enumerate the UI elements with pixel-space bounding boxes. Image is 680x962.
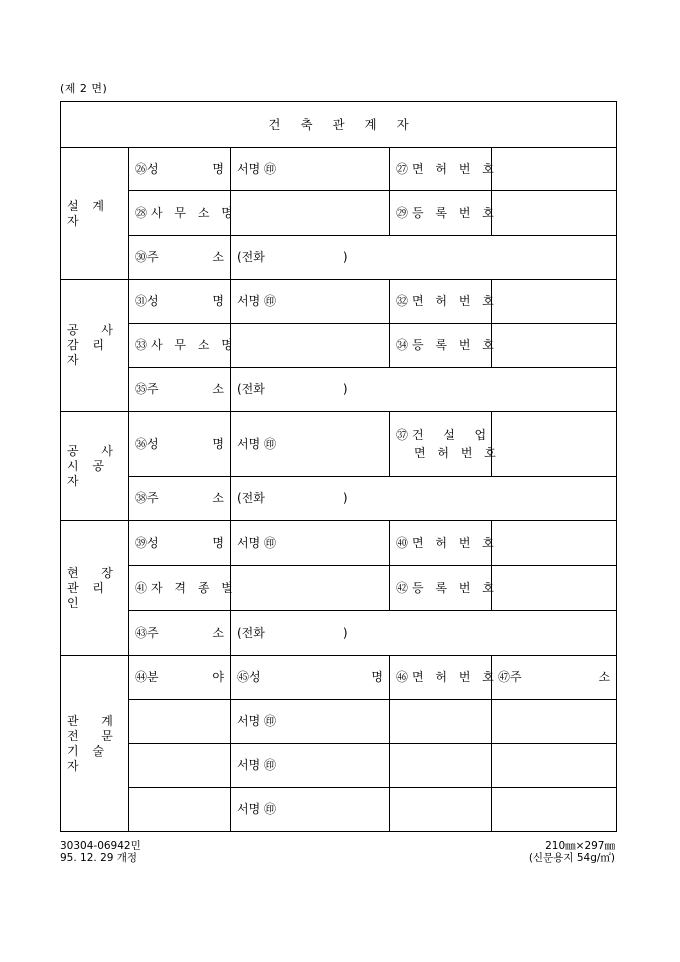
constructor-address-field[interactable]: (전화 ) [231, 477, 617, 521]
experts-name-label: ㊺성 명 [231, 656, 390, 700]
expert-row [61, 700, 617, 744]
supervisor-name-field[interactable] [231, 280, 390, 324]
paper-type: (신문용지 54g/㎡) [528, 852, 615, 864]
site-manager-name-field[interactable] [231, 521, 390, 566]
expert-row [61, 788, 617, 832]
designer-office-row [61, 191, 617, 236]
supervisor-office-row [61, 324, 617, 368]
site-manager-qual-label: ㊶자 격 종 별 [129, 566, 231, 611]
expert-row [61, 744, 617, 788]
constructor-license-label: ㊲건 설 업 면 허 번 호 [390, 412, 492, 477]
constructor-section-label: 공 사 시 공 자 [61, 412, 129, 521]
site-manager-license-field[interactable] [492, 521, 617, 566]
expert-signature: 서명 ㊞ [237, 802, 276, 816]
designer-signature: 서명 ㊞ [237, 161, 276, 176]
site-manager-signature: 서명 ㊞ [237, 535, 276, 550]
expert-signature: 서명 ㊞ [237, 758, 276, 772]
designer-office-field[interactable] [231, 191, 390, 236]
expert-field-cell[interactable] [129, 788, 231, 832]
supervisor-address-label: ㉟주 소 [129, 368, 231, 412]
building-parties-form [60, 101, 617, 832]
supervisor-license-field[interactable] [492, 280, 617, 324]
supervisor-office-label: ㉝사 무 소 명 [129, 324, 231, 368]
expert-address-cell[interactable] [492, 744, 617, 788]
page-label: (제 2 면) [60, 82, 108, 95]
site-manager-qual-field[interactable] [231, 566, 390, 611]
expert-license-cell[interactable] [390, 788, 492, 832]
supervisor-reg-label: ㉞등 록 번 호 [390, 324, 492, 368]
expert-license-cell[interactable] [390, 700, 492, 744]
supervisor-section-label: 공 사 감 리 자 [61, 280, 129, 412]
supervisor-address-field[interactable]: (전화 ) [231, 368, 617, 412]
site-manager-address-field[interactable]: (전화 ) [231, 611, 617, 656]
designer-name-row [61, 148, 617, 191]
expert-signature: 서명 ㊞ [237, 714, 276, 728]
form-title-row [61, 102, 617, 148]
constructor-address-label: ㊳주 소 [129, 477, 231, 521]
paper-size: 210㎜×297㎜ [545, 840, 615, 852]
expert-license-cell[interactable] [390, 744, 492, 788]
experts-header-row [61, 656, 617, 700]
experts-field-label: ㊹분 야 [129, 656, 231, 700]
expert-field-cell[interactable] [129, 744, 231, 788]
expert-field-cell[interactable] [129, 700, 231, 744]
footer-left [60, 840, 141, 864]
form-title: 건 축 관 계 자 [61, 102, 617, 148]
expert-name-cell[interactable] [231, 700, 390, 744]
constructor-signature: 서명 ㊞ [237, 436, 276, 451]
designer-address-label: ㉚주 소 [129, 236, 231, 280]
site-manager-qual-row [61, 566, 617, 611]
supervisor-address-row [61, 368, 617, 412]
experts-section-label: 관 계 전 문 기 술 자 [61, 656, 129, 832]
designer-name-label: ㉖성 명 [129, 148, 231, 191]
designer-license-field[interactable] [492, 148, 617, 191]
expert-address-cell[interactable] [492, 788, 617, 832]
site-manager-reg-label: ㊷등 록 번 호 [390, 566, 492, 611]
designer-office-label: ㉘사 무 소 명 [129, 191, 231, 236]
designer-address-row [61, 236, 617, 280]
expert-name-cell[interactable] [231, 788, 390, 832]
supervisor-signature: 서명 ㊞ [237, 294, 276, 308]
experts-license-label: ㊻면 허 번 호 [390, 656, 492, 700]
site-manager-reg-field[interactable] [492, 566, 617, 611]
supervisor-reg-field[interactable] [492, 324, 617, 368]
site-manager-license-label: ㊵면 허 번 호 [390, 521, 492, 566]
designer-license-label: ㉗면 허 번 호 [390, 148, 492, 191]
supervisor-office-field[interactable] [231, 324, 390, 368]
site-manager-name-row [61, 521, 617, 566]
designer-reg-field[interactable] [492, 191, 617, 236]
expert-name-cell[interactable] [231, 744, 390, 788]
supervisor-name-label: ㉛성 명 [129, 280, 231, 324]
supervisor-license-label: ㉜면 허 번 호 [390, 280, 492, 324]
site-manager-address-label: ㊸주 소 [129, 611, 231, 656]
site-manager-name-label: ㊴성 명 [129, 521, 231, 566]
designer-reg-label: ㉙등 록 번 호 [390, 191, 492, 236]
experts-address-label: ㊼주 소 [492, 656, 617, 700]
expert-address-cell[interactable] [492, 700, 617, 744]
constructor-address-row [61, 477, 617, 521]
designer-name-field[interactable] [231, 148, 390, 191]
designer-address-field[interactable]: (전화 ) [231, 236, 617, 280]
site-manager-address-row [61, 611, 617, 656]
constructor-license-field[interactable] [492, 412, 617, 477]
constructor-name-field[interactable] [231, 412, 390, 477]
form-code: 30304-06942민 [60, 840, 141, 852]
supervisor-name-row [61, 280, 617, 324]
constructor-name-row [61, 412, 617, 477]
constructor-name-label: ㊱성 명 [129, 412, 231, 477]
designer-section-label: 설 계 자 [61, 148, 129, 280]
footer-right [529, 840, 615, 864]
revision-date: 95. 12. 29 개정 [60, 852, 138, 864]
site-manager-section-label: 현 장 관 리 인 [61, 521, 129, 656]
